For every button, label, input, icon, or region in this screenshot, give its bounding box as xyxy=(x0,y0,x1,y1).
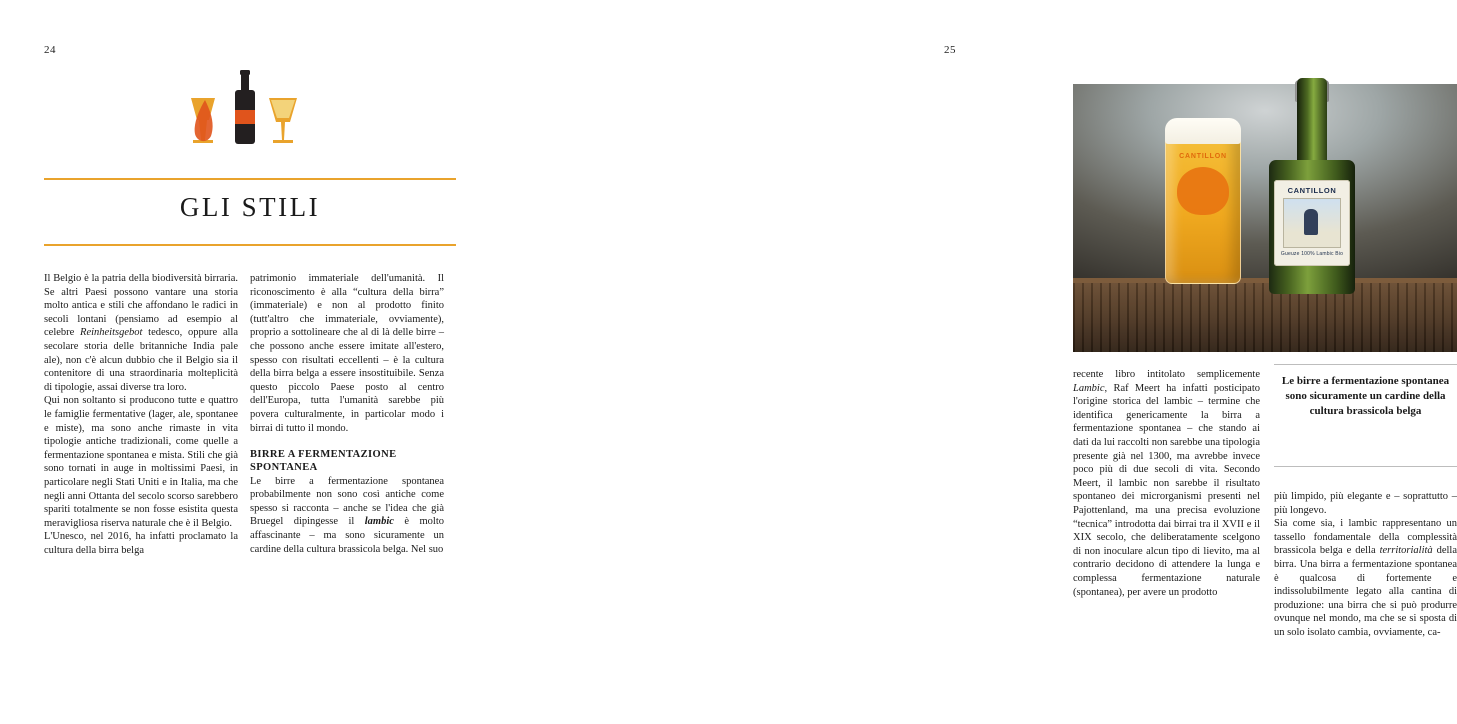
left-page xyxy=(0,0,500,724)
photo-wooden-table xyxy=(1073,278,1457,352)
bottle-label-subtitle: Gueuze 100% Lambic Bio xyxy=(1280,251,1344,257)
bottle-brand-label: CANTILLON xyxy=(1287,186,1337,195)
beer-bottle xyxy=(1269,80,1355,294)
paragraph: patrimonio immateriale dell'umanità. Il riconoscimento è alla “cultura della birra” (immateriale) e non al prodotto finito (tutt'altro che immateriale, ovviamente), proprio a sottolineare che al di là delle birre – che possono anche essere imitate all'estero, spesso con risultati eccellenti – è la cultura della birra belga a essere insostituibile. Senza questo piccolo Paese posto al centro dell'Europa, tutta l'umanità sarebbe più povera culturalmente, in particolar modo i birrai di tutto il mondo. xyxy=(250,273,444,434)
paragraph: Sia come sia, i lambic rappresentano un tassello fondamentale della complessità brassicola belga e della territorialità della birra. Una birra a fermentazione spontanea è qualcosa di fortemente e indissolubilmente legato alla cantina di produzione: una birra che si può produrre ovunque nel mondo, ma che se si sposta di un solo isolato cambia, ovviamente, ca- xyxy=(1274,518,1457,638)
beer-foam xyxy=(1165,118,1241,144)
left-column-one xyxy=(44,272,238,557)
cantillon-beer-photo xyxy=(1073,84,1457,352)
pullquote: Le birre a fermentazione spontanea sono sicuramente un cardine della cultura brassicola belga xyxy=(1281,375,1450,417)
paragraph: L'Unesco, nel 2016, ha infatti proclamato la cultura della birra belga xyxy=(44,531,238,556)
bottle-label-artwork xyxy=(1283,198,1341,248)
paragraph: Il Belgio è la patria della biodiversità birraria. Se altri Paesi possono vantare una storia molto antica e stili che affondano le radici in secoli lontani (pensiamo ad esempio al celebre Reinheitsgebot tedesco, oppure alla secolare storia delle britanniche India pale ale), non c'è alcun dubbio che il Belgio sia il contenitore di una straordinaria molteplicità di tipologie, assai diverse tra loro. xyxy=(44,273,239,393)
title-rule-bottom xyxy=(44,244,456,246)
beer-glass xyxy=(1165,130,1241,284)
bottle-and-glasses-illustration xyxy=(185,70,305,148)
left-column-two xyxy=(250,272,444,556)
section-subhead: BIRRE A FERMENTAZIONE SPONTANEA xyxy=(250,449,397,474)
right-page xyxy=(500,0,1457,724)
paragraph: recente libro intitolato semplicemente Lambic, Raf Meert ha infatti posticipato l'origine storica del lambic – termine che identifica genericamente la birra a fermentazione spontanea – che stando ai dati da lui raccolti non sarebbe una tipologia presente già nel 1300, ma avrebbe invece poco più di due secoli di vita. Secondo Meert, il lambic non sarebbe il risultato spontaneo dei microrganismi presenti nel Pajottenland, ma una precisa evoluzione “tecnica” introdotta dai birrai tra il XVII e il XIX secolo, che deliberatamente scelgono di non inoculare alcun tipo di lievito, ma al contrario decidono di attendere la lunga e complessa fermentazione naturale (spontanea), per avere un prodotto xyxy=(1073,369,1260,598)
bottle-label xyxy=(1274,180,1350,266)
folio-left: 24 xyxy=(44,44,56,56)
paragraph: più limpido, più elegante e – soprattutto – più longevo. xyxy=(1274,491,1457,516)
bottle-body xyxy=(1269,160,1355,294)
paragraph: Qui non soltanto si producono tutte e quattro le famiglie fermentative (lager, ale, spontanee e miste), ma sono anche rimaste in vita tipologie antiche tradizionali, come quelle a fermentazione spontanea e mista. Stili che già sono tornati in auge in moltissimi Paesi, in particolare negli Stati Uniti e in Italia, ma che negli anni Ottanta del secolo scorso sarebbero spariti totalmente se non fosse esistita questa meravigliosa riserva naturale che è il Belgio. xyxy=(44,395,238,529)
paragraph: Le birre a fermentazione spontanea probabilmente non sono così antiche come spesso si racconta – anche se l'idea che già Bruegel dipingesse il lambic è molto affascinante – ma sono sicuramente un cardine della cultura brassicola belga. Nel suo xyxy=(250,475,444,555)
chapter-title: GLI STILI xyxy=(179,192,321,222)
right-column-two xyxy=(1274,490,1457,640)
pullquote-rule-top xyxy=(1274,364,1457,365)
right-column-one xyxy=(1073,368,1260,599)
glass-brand-label: CANTILLON xyxy=(1179,153,1227,160)
title-rule-top xyxy=(44,178,456,180)
glass-logo-icon xyxy=(1177,167,1229,215)
folio-right: 25 xyxy=(944,44,956,56)
pullquote-rule-bottom xyxy=(1274,466,1457,467)
